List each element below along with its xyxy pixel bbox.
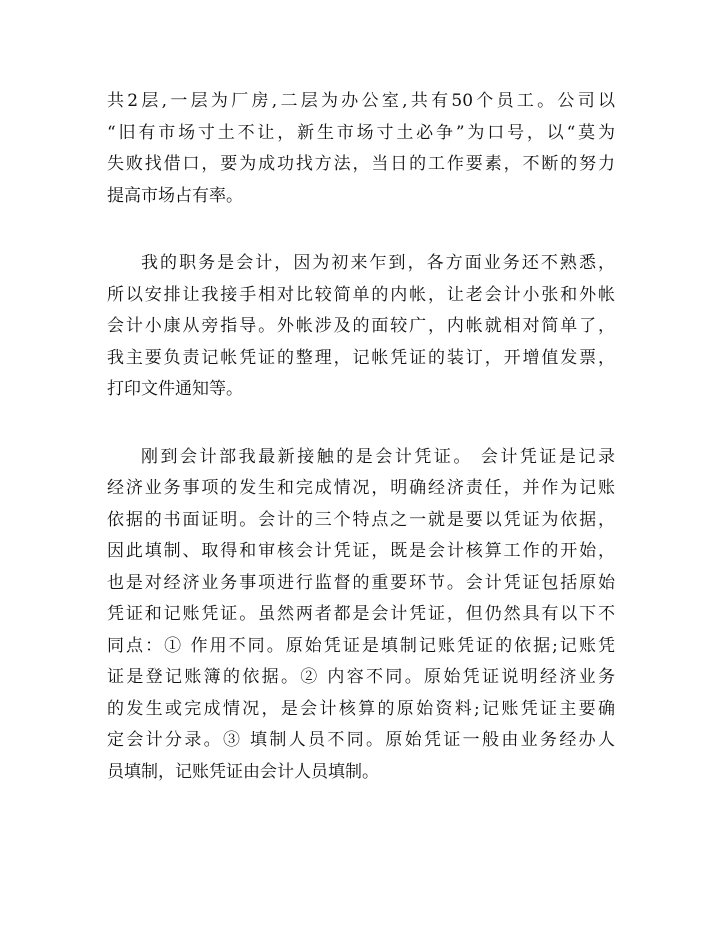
text-line: “旧有市场寸土不让，新生市场寸土必争”为口号，以“莫为 <box>107 122 615 143</box>
text-line: 会计小康从旁指导。外帐涉及的面较广，内帐就相对简单了， <box>107 316 615 336</box>
paragraph-company-intro <box>107 86 615 212</box>
paragraph-accounting-vouchers <box>107 442 615 789</box>
text-line: 同点：① 作用不同。原始凭证是填制记账凭证的依据;记账凭 <box>107 635 615 656</box>
document-page <box>107 86 615 788</box>
text-line: 所以安排让我接手相对比较简单的内帐，让老会计小张和外帐 <box>107 284 615 305</box>
text-line: 定会计分录。③ 填制人员不同。原始凭证一般由业务经办人 <box>107 730 615 750</box>
text-line: 也是对经济业务事项进行监督的重要环节。会计凭证包括原始 <box>107 572 615 593</box>
text-line: 依据的书面证明。会计的三个特点之一就是要以凭证为依据， <box>107 509 615 530</box>
text-line: 的发生或完成情况，是会计核算的原始资料;记账凭证主要确 <box>107 698 615 719</box>
text-line: 打印文件通知等。 <box>107 379 243 399</box>
text-line: 因此填制、取得和审核会计凭证，既是会计核算工作的开始， <box>107 541 615 561</box>
text-line: 我的职务是会计，因为初来乍到，各方面业务还不熟悉， <box>141 253 615 273</box>
text-line: 凭证和记账凭证。虽然两者都是会计凭证，但仍然具有以下不 <box>107 604 615 624</box>
text-line: 证是登记账簿的依据。② 内容不同。原始凭证说明经济业务 <box>107 667 615 687</box>
text-line: 失败找借口，要为成功找方法，当日的工作要素，不断的努力 <box>107 154 615 174</box>
text-line: 刚到会计部我最新接触的是会计凭证。 会计凭证是记录 <box>141 446 615 467</box>
text-line: 经济业务事项的发生和完成情况，明确经济责任，并作为记账 <box>107 478 615 498</box>
text-line: 员填制，记账凭证由会计人员填制。 <box>107 761 379 782</box>
text-line: 我主要负责记帐凭证的整理，记帐凭证的装订，开增值发票， <box>107 347 615 368</box>
text-line: 共2层,一层为厂房,二层为办公室,共有50个员工。公司以 <box>107 91 615 111</box>
text-line: 提高市场占有率。 <box>107 185 243 206</box>
paragraph-job-duties <box>107 248 615 406</box>
paragraph-spacer <box>107 406 615 442</box>
paragraph-spacer <box>107 212 615 248</box>
